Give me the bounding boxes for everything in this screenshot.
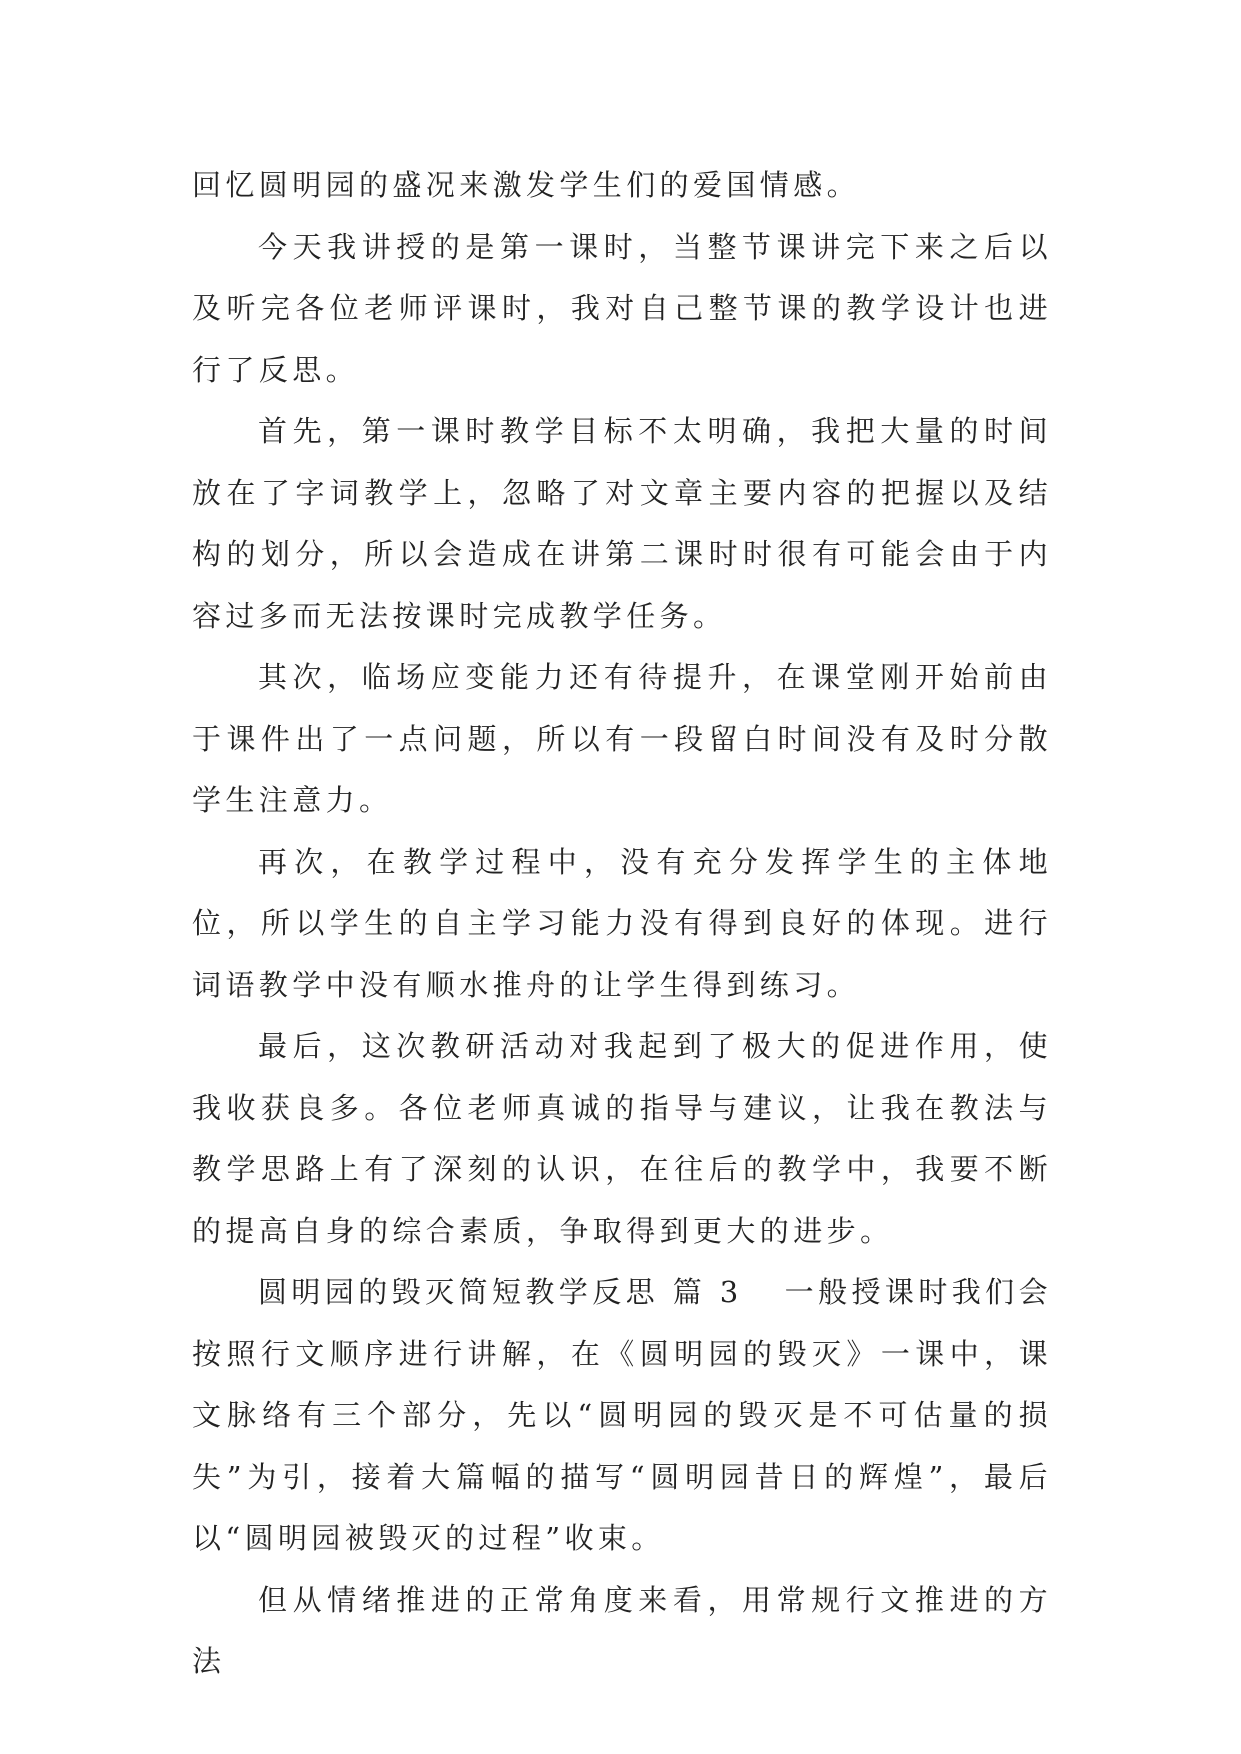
paragraph-1: 回忆圆明园的盛况来激发学生们的爱国情感。 [192, 168, 861, 202]
paragraph-last: 但从情绪推进的正常角度来看，用常规行文推进的方法 [192, 1582, 1052, 1678]
section-title: 圆明园的毁灭简短教学反思 [258, 1275, 660, 1309]
document-body [192, 155, 1052, 1693]
section-label: 篇 3 [672, 1275, 743, 1309]
paragraph-5: 再次，在教学过程中，没有充分发挥学生的主体地位，所以学生的自主学习能力没有得到良好的体现。进行词语教学中没有顺水推舟的让学生得到练习。 [192, 844, 1052, 1002]
paragraph-6: 最后，这次教研活动对我起到了极大的促进作用，使我收获良多。各位老师真诚的指导与建议，让我在教法与教学思路上有了深刻的认识，在往后的教学中，我要不断的提高自身的综合素质，争取得到更大的进步。 [192, 1029, 1052, 1248]
section-paragraph [192, 1262, 1052, 1570]
paragraph-4: 其次，临场应变能力还有待提升，在课堂刚开始前由于课件出了一点问题，所以有一段留白时间没有及时分散学生注意力。 [192, 660, 1052, 817]
section-text: 一般授课时我们会按照行文顺序进行讲解，在《圆明园的毁灭》一课中，课文脉络有三个部分，先以“圆明园的毁灭是不可估量的损失”为引，接着大篇幅的描写“圆明园昔日的辉煌”，最后以“圆明园被毁灭的过程”收束。 [192, 1275, 1052, 1555]
paragraph-3: 首先，第一课时教学目标不太明确，我把大量的时间放在了字词教学上，忽略了对文章主要内容的把握以及结构的划分，所以会造成在讲第二课时时很有可能会由于内容过多而无法按课时完成教学任务。 [192, 414, 1052, 633]
paragraph-2: 今天我讲授的是第一课时，当整节课讲完下来之后以及听完各位老师评课时，我对自己整节课的教学设计也进行了反思。 [192, 229, 1052, 387]
